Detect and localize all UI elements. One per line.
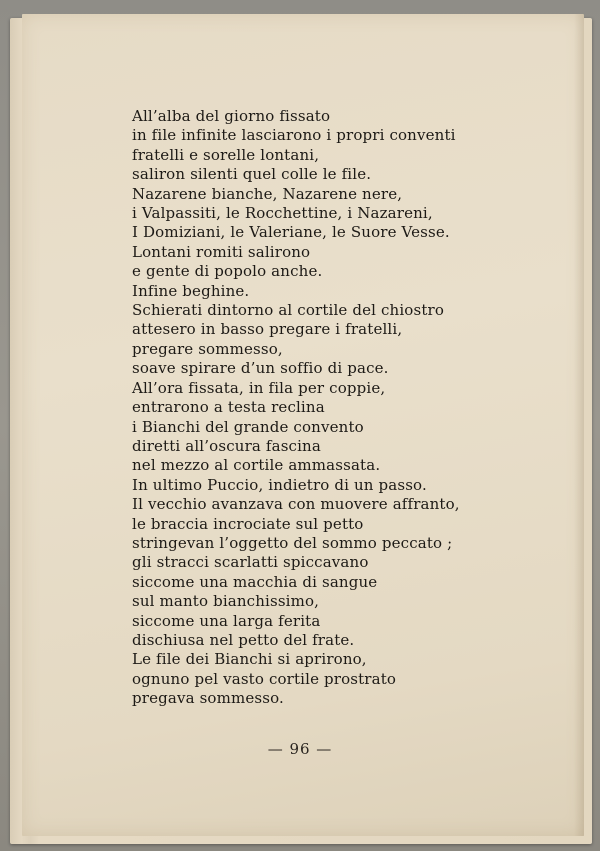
poem-line: diretti all’oscura fascina (132, 436, 321, 455)
poem-line: pregava sommesso. (132, 689, 284, 708)
poem-line: Lontani romiti salirono (132, 242, 311, 261)
poem-line: le braccia incrociate sul petto (132, 514, 364, 533)
poem-line: attesero in basso pregare i fratelli, (132, 320, 403, 339)
poem-line: i Bianchi del grande convento (132, 417, 364, 436)
poem-line: i Valpassiti, le Rocchettine, i Nazareni, (132, 204, 433, 223)
poem-line: soave spirare d’un soffio di pace. (132, 359, 389, 378)
poem-line: dischiusa nel petto del frate. (132, 630, 355, 649)
poem-line: gli stracci scarlatti spiccavano (132, 553, 369, 572)
poem-line: saliron silenti quel colle le file. (132, 165, 372, 184)
poem-text (132, 107, 460, 709)
poem-line: All’alba del giorno fissato (132, 107, 331, 125)
poem-line: pregare sommesso, (132, 339, 283, 358)
poem-line: entrarono a testa reclina (132, 398, 325, 417)
poem-line: fratelli e sorelle lontani, (132, 145, 320, 164)
poem-line: Schierati dintorno al cortile del chiostro (132, 301, 445, 320)
poem-line: siccome una larga ferita (132, 611, 321, 630)
poem-line: siccome una macchia di sangue (132, 572, 378, 591)
poem-line: nel mezzo al cortile ammassata. (132, 456, 381, 475)
poem-line: e gente di popolo anche. (132, 262, 323, 281)
page-number: — 96 — (267, 740, 333, 758)
poem-line: Il vecchio avanzava con muovere affranto, (132, 495, 460, 514)
poem-line: ognuno pel vasto cortile prostrato (132, 669, 397, 688)
poem-line: Nazarene bianche, Nazarene nere, (132, 184, 403, 203)
poem-line: sul manto bianchissimo, (132, 592, 320, 611)
poem-line: stringevan l’oggetto del sommo peccato ; (132, 533, 453, 552)
poem-line: All’ora fissata, in fila per coppie, (132, 378, 386, 397)
poem-line: I Domiziani, le Valeriane, le Suore Vesse. (132, 223, 450, 242)
poem-line: In ultimo Puccio, indietro di un passo. (132, 475, 427, 494)
poem-line: Infine beghine. (132, 281, 250, 300)
poem-line: Le file dei Bianchi si aprirono, (132, 650, 367, 669)
poem-line: in file infinite lasciarono i propri conventi (132, 126, 456, 145)
